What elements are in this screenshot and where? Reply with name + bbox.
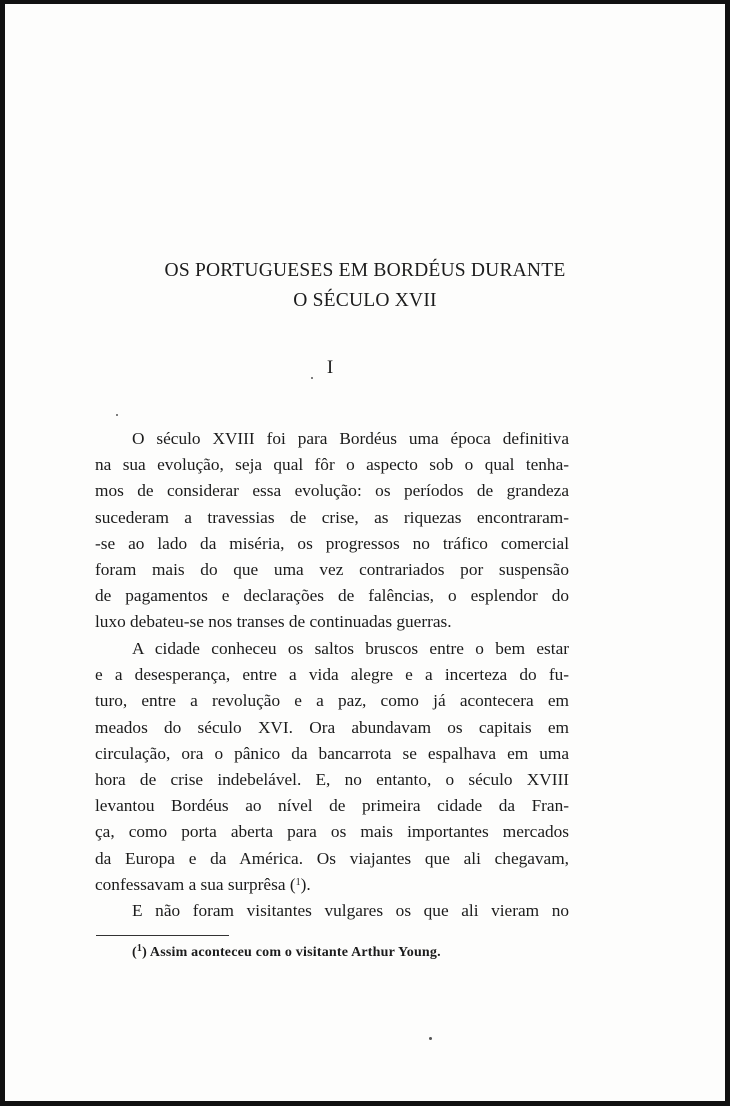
text-line: levantou Bordéus ao nível de primeira cidade da Fran- [95,796,569,816]
footnote-open-paren: ( [132,945,137,960]
text-line: E não foram visitantes vulgares os que ali vieram no [132,901,569,920]
scan-speck [311,377,313,379]
footnote-marker: 1 [136,943,143,954]
text-line: foram mais do que uma vez contrariados por suspensão [95,559,569,579]
page-title: OS PORTUGUESES EM BORDÉUS DURANTE [164,260,566,281]
footnote-text: Assim aconteceu com o visitante Arthur Young. [146,945,441,960]
scan-speck [429,1037,432,1040]
text-line: turo, entre a revolução e a paz, como já acontecera em [95,691,569,711]
text-line: mos de considerar essa evolução: os períodos de grandeza [95,481,569,501]
footnote [132,945,441,961]
text-line: luxo debateu-se nos transes de continuadas guerras. [95,612,452,632]
text-line: da Europa e da América. Os viajantes que ali chegavam, [95,848,569,868]
text-line: sucederam a travessias de crise, as riquezas encontraram- [95,507,569,527]
text-line: e a desesperança, entre a vida alegre e a incerteza do fu- [95,665,569,685]
text-line: ça, como porta aberta para os mais importantes mercados [95,822,569,842]
scan-speck [116,414,118,416]
page-subtitle: O SÉCULO XVII [293,290,437,311]
paragraph-1 [95,426,569,636]
text-line: circulação, ora o pânico da bancarrota se espalhava em uma [95,743,569,763]
text-line: na sua evolução, seja qual fôr o aspecto sob o qual tenha- [95,455,569,475]
text-fragment: confessavam a sua surprêsa ( [95,874,296,894]
text-line: O século XVIII foi para Bordéus uma época definitiva [132,429,569,448]
text-line: A cidade conheceu os saltos bruscos entre o bem estar [132,639,569,658]
footnote-divider [96,935,229,936]
text-line: meados do século XVI. Ora abundavam os capitais em [95,717,569,737]
text-line: de pagamentos e declarações de falências, o esplendor do [95,586,569,606]
paragraph-2 [95,636,569,898]
text-fragment: ). [300,874,311,894]
text-line [95,872,569,898]
footnote-reference: 1 [295,876,301,888]
footnote-close-paren: ) [142,945,147,960]
text-line: -se ao lado da miséria, os progressos no tráfico comercial [95,533,569,553]
paragraph-3 [95,898,569,924]
text-line: hora de crise indebelável. E, no entanto, o século XVIII [95,769,569,789]
chapter-number: I [326,357,334,378]
